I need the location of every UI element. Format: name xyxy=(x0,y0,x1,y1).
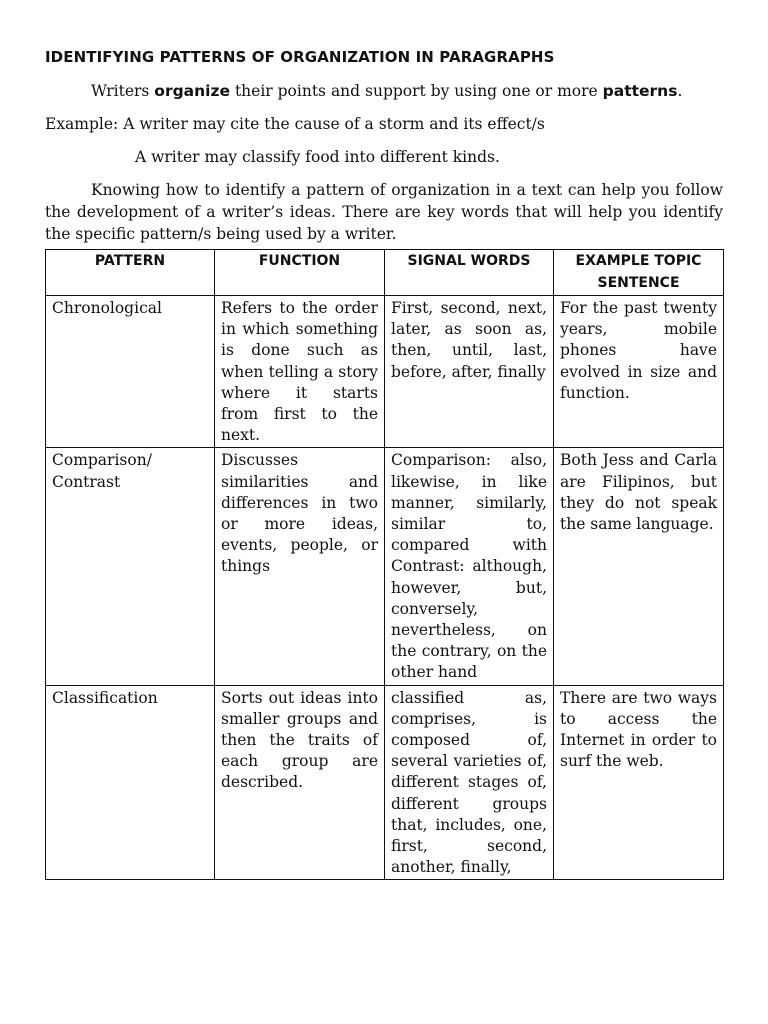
intro-paragraph xyxy=(45,80,723,102)
cell-signal-words: First, second, next, later, as soon as, then, until, last, before, after, finally xyxy=(385,296,554,448)
cell-signal-words: classified as, comprises, is composed of, several varieties of, different stages of, different groups that, includes, one, first, second, another, finally, xyxy=(385,685,554,880)
header-signal-words: SIGNAL WORDS xyxy=(385,250,554,296)
cell-signal-words: Comparison: also, likewise, in like manner, similarly, similar to, compared with Contrast: although, however, but, conversely, nevertheless, on the contrary, on the other hand xyxy=(385,448,554,685)
patterns-table xyxy=(45,249,724,880)
document-title: IDENTIFYING PATTERNS OF ORGANIZATION IN PARAGRAPHS xyxy=(45,48,555,66)
cell-example: There are two ways to access the Internet in order to surf the web. xyxy=(554,685,724,880)
intro-text-1: Writers xyxy=(91,82,155,100)
document-page xyxy=(45,46,723,880)
cell-function: Sorts out ideas into smaller groups and then the traits of each group are described. xyxy=(215,685,385,880)
header-pattern: PATTERN xyxy=(46,250,215,296)
intro-text-3: . xyxy=(677,82,683,100)
table-row xyxy=(46,296,724,448)
header-function: FUNCTION xyxy=(215,250,385,296)
cell-function: Refers to the order in which something is done such as when telling a story where it starts from first to the next. xyxy=(215,296,385,448)
cell-pattern: Chronological xyxy=(46,296,215,448)
knowing-paragraph: Knowing how to identify a pattern of organization in a text can help you follow the development of a writer’s ideas. There are key words that will help you identify the specific pattern/s being used by a writer. xyxy=(45,181,723,243)
cell-example: For the past twenty years, mobile phones have evolved in size and function. xyxy=(554,296,724,448)
cell-function: Discusses similarities and differences in two or more ideas, events, people, or things xyxy=(215,448,385,685)
table-row xyxy=(46,685,724,880)
term-patterns: patterns xyxy=(602,82,678,100)
term-organize: organize xyxy=(154,82,231,100)
table-header-row xyxy=(46,250,724,296)
intro-text-2: their points and support by using one or more xyxy=(230,82,603,100)
cell-example: Both Jess and Carla are Filipinos, but they do not speak the same language. xyxy=(554,448,724,685)
table-row xyxy=(46,448,724,685)
cell-pattern: Comparison/ Contrast xyxy=(46,448,215,685)
cell-pattern: Classification xyxy=(46,685,215,880)
example-line-2: A writer may classify food into different kinds. xyxy=(135,148,500,166)
header-example-topic-sentence: EXAMPLE TOPIC SENTENCE xyxy=(554,250,724,296)
example-line-1: Example: A writer may cite the cause of a storm and its effect/s xyxy=(45,115,545,133)
